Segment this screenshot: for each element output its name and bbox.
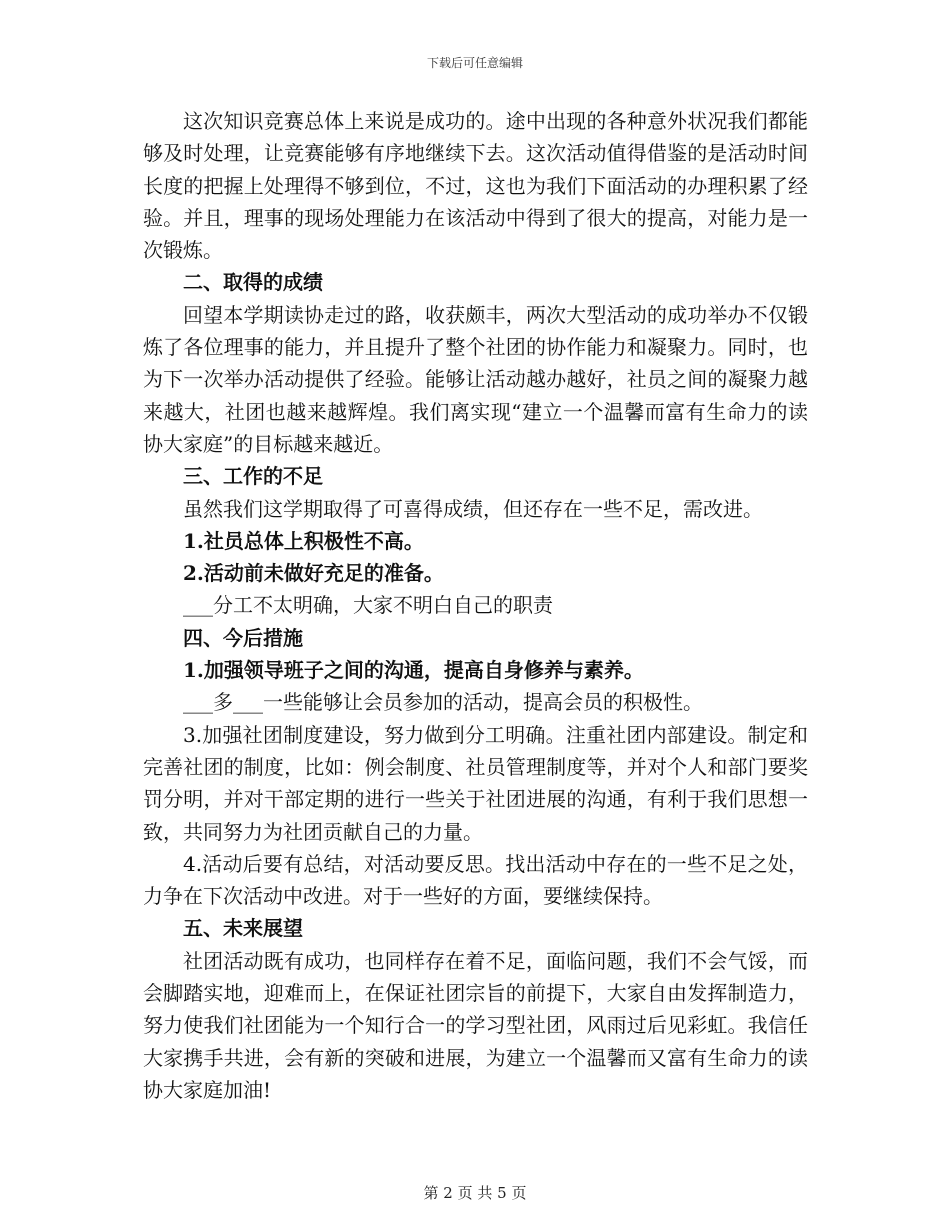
paragraph-outlook: 社团活动既有成功，也同样存在着不足，面临问题，我们不会气馁，而会脚踏实地，迎难而上，在保证社团宗旨的前提下，大家自由发挥制造力，努力使我们社团能为一个知行合一的学习型社团，风雨过后见彩虹。我信任大家携手共进，会有新的突破和进展，为建立一个温馨而又富有生命力的读协大家庭加油!	[143, 948, 808, 1102]
measure-item-3: 3.加强社团制度建设，努力做到分工明确。注重社团内部建设。制定和完善社团的制度，比如：例会制度、社员管理制度等，并对个人和部门要奖罚分明，并对干部定期的进行一些关于社团进展的沟通，有利于我们思想一致，共同努力为社团贡献自己的力量。	[143, 722, 808, 844]
paragraph-contest-summary: 这次知识竞赛总体上来说是成功的。途中出现的各种意外状况我们都能够及时处理，让竞赛能够有序地继续下去。这次活动值得借鉴的是活动时间长度的把握上处理得不够到位，不过，这也为我们下面活动的办理积累了经验。并且，理事的现场处理能力在该活动中得到了很大的提高，对能力是一次锻炼。	[143, 109, 808, 263]
page-header-note: 下载后可任意编辑	[426, 56, 523, 70]
shortcoming-item-3: ___分工不太明确，大家不明白自己的职责	[183, 593, 553, 618]
paragraph-achievements: 回望本学期读协走过的路，收获颇丰，两次大型活动的成功举办不仅锻炼了各位理事的能力，并且提升了整个社团的协作能力和凝聚力。同时，也为下一次举办活动提供了经验。能够让活动越办越好，社员之间的凝聚力越来越大，社团也越来越辉煌。我们离实现“建立一个温馨而富有生命力的读协大家庭”的目标越来越近。	[143, 302, 808, 456]
measure-item-4: 4.活动后要有总结，对活动要反思。找出活动中存在的一些不足之处，力争在下次活动中改进。对于一些好的方面，要继续保持。	[143, 851, 808, 909]
shortcoming-item-2: 2.活动前未做好充足的准备。	[183, 561, 444, 586]
page-number-footer: 第 2 页 共 5 页	[423, 1184, 527, 1202]
section-heading-achievements: 二、取得的成绩	[183, 270, 323, 295]
paragraph-shortcomings-intro: 虽然我们这学期取得了可喜得成绩，但还存在一些不足，需改进。	[183, 496, 763, 521]
measure-item-2: ___多___一些能够让会员参加的活动，提高会员的积极性。	[183, 690, 703, 715]
section-heading-outlook: 五、未来展望	[183, 916, 303, 941]
section-heading-shortcomings: 三、工作的不足	[183, 464, 323, 489]
document-body	[143, 105, 808, 1106]
measure-item-1: 1.加强领导班子之间的沟通，提高自身修养与素养。	[183, 658, 644, 683]
shortcoming-item-1: 1.社员总体上积极性不高。	[183, 528, 424, 553]
section-heading-measures: 四、今后措施	[183, 625, 303, 650]
